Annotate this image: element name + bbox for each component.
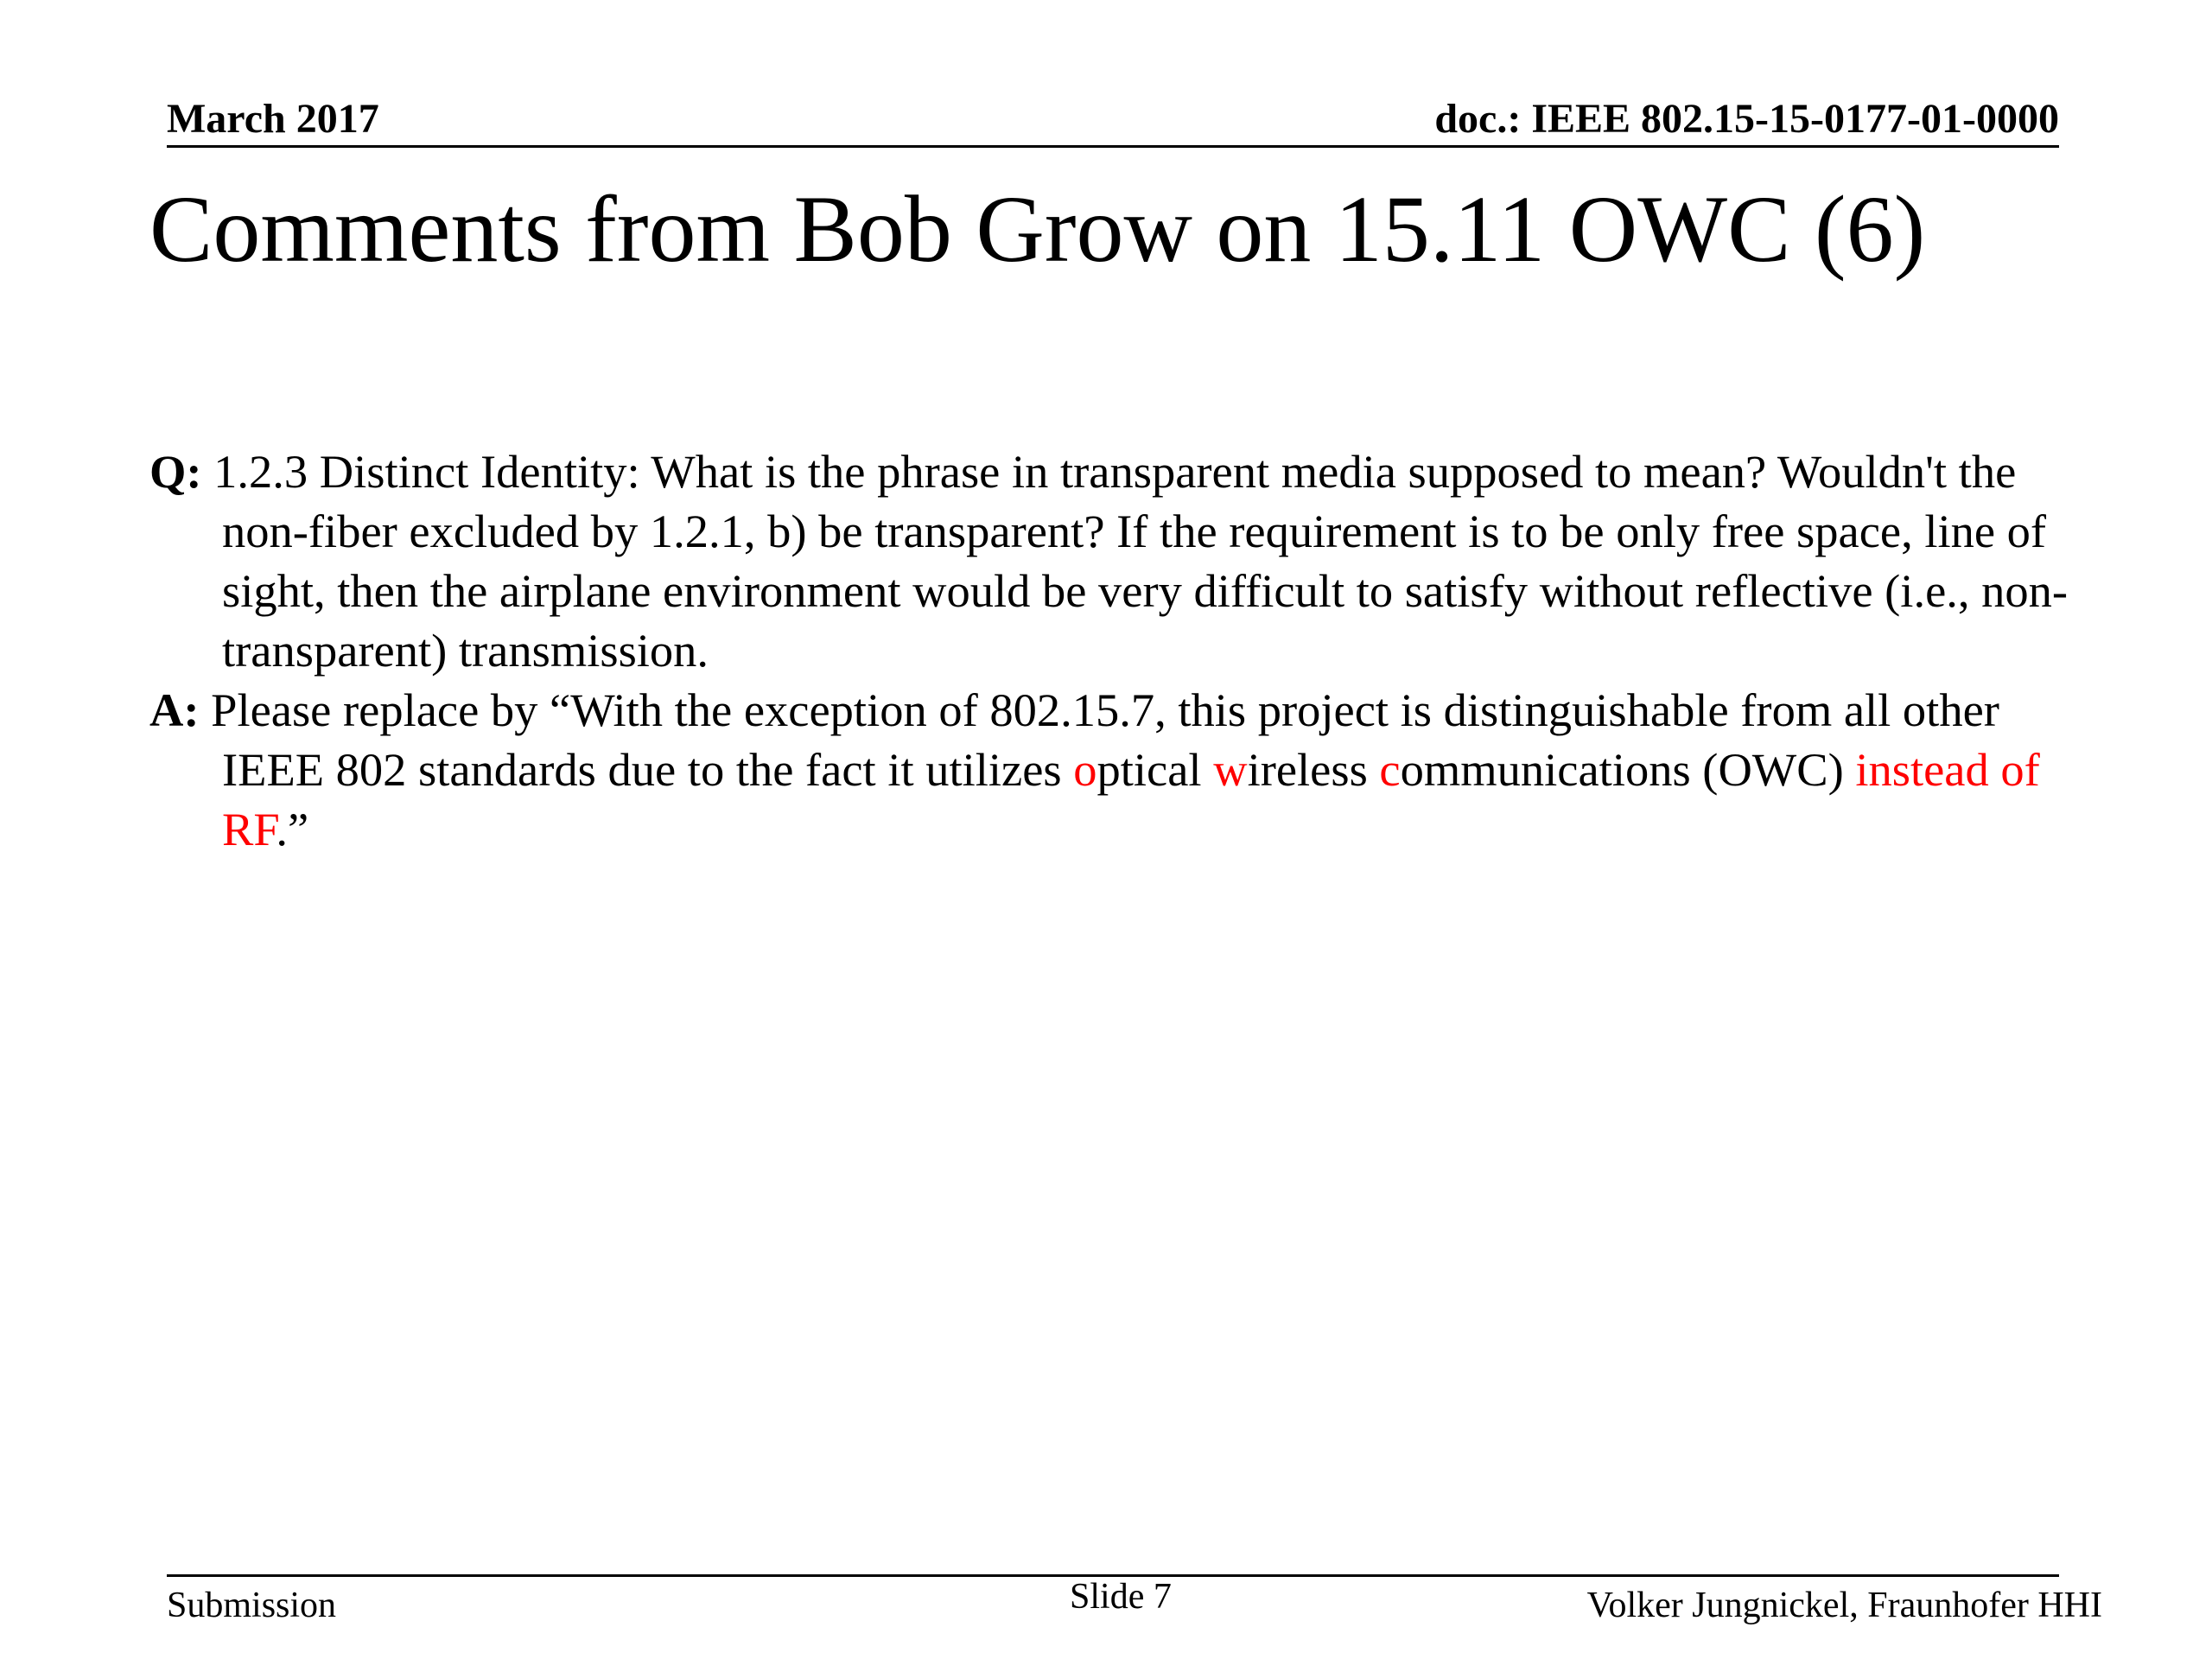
header-doc-id: doc.: IEEE 802.15-15-0177-01-0000 — [1434, 96, 2059, 142]
header-date: March 2017 — [167, 96, 379, 142]
question-text: 1.2.3 Distinct Identity: What is the phrase in transparent media supposed to mean? Wouldn't the non-fiber excluded by 1.2.1, b) be transparent? If the requirement is to be only free space, line of sight, then the airplane environment would be very difficult to satisfy without reflective (i.e., non-transparent) transmission. — [201, 445, 2069, 677]
answer-text-end: .” — [276, 803, 309, 855]
answer-label: A: — [149, 683, 200, 736]
slide-title: Comments from Bob Grow on 15.11 OWC (6) — [149, 176, 1926, 282]
answer-text-ptical: ptical — [1096, 743, 1214, 796]
answer-highlight-w: w — [1213, 743, 1248, 796]
footer-submission: Submission — [167, 1586, 337, 1625]
answer-text-ireless: ireless — [1247, 743, 1380, 796]
footer-author: Volker Jungnickel, Fraunhofer HHI — [1586, 1586, 2102, 1625]
answer-text-part1: Please replace by “With the exception of 802.15.7, this project is distinguishable from all other IEEE 802 standards due to the fact it utilizes — [199, 683, 1999, 796]
question-label: Q: — [149, 445, 202, 498]
answer-paragraph — [149, 680, 2111, 859]
answer-highlight-o: o — [1073, 743, 1097, 796]
footer-slide-number: Slide 7 — [1070, 1577, 1172, 1617]
header-divider — [167, 145, 2059, 148]
answer-highlight-instead-of-rf: instead of RF — [222, 743, 2040, 855]
answer-highlight-c: c — [1379, 743, 1401, 796]
question-paragraph — [149, 442, 2111, 680]
slide-body — [149, 442, 2111, 859]
answer-text-ommunications: ommunications (OWC) — [1400, 743, 1856, 796]
